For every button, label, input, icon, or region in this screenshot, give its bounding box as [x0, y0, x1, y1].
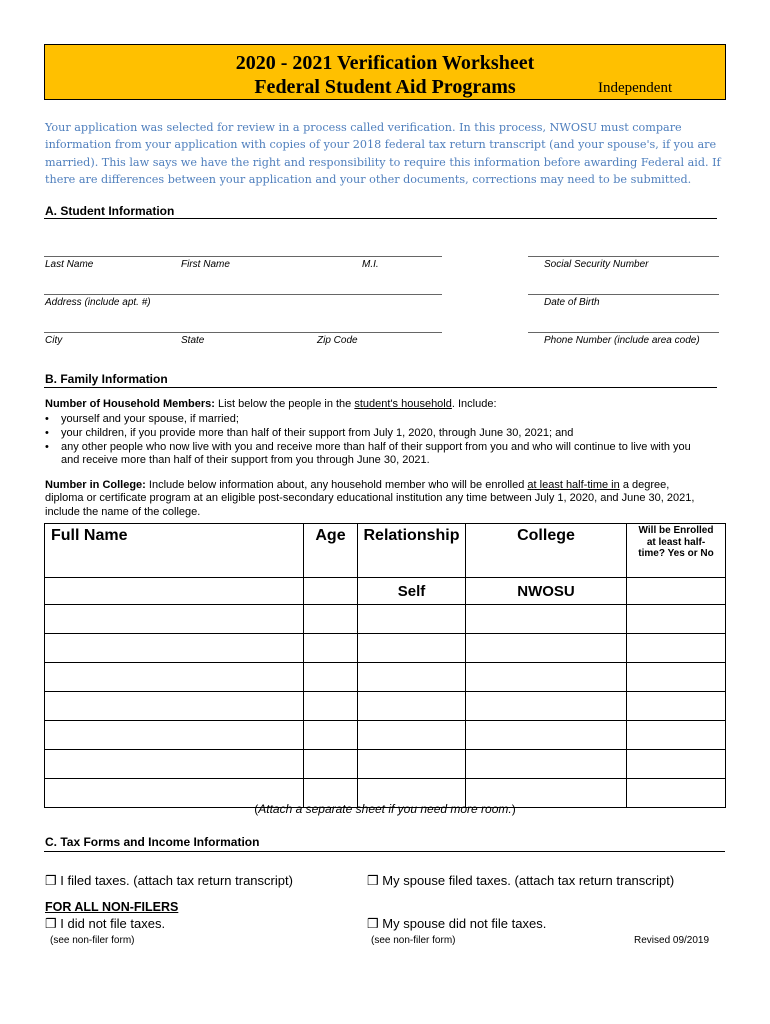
- household-intro: [45, 397, 497, 412]
- address-label: Address (include apt. #): [45, 297, 151, 308]
- bullet-marker: •: [45, 413, 49, 425]
- col-relationship: Relationship: [358, 524, 466, 578]
- see-form-text: see non-filer form: [53, 935, 132, 946]
- address-line[interactable]: [44, 294, 442, 295]
- cell-relationship[interactable]: [358, 692, 466, 721]
- filed-taxes-label: I filed taxes. (attach tax return transcript): [60, 873, 293, 888]
- spouse-filed-option[interactable]: [367, 873, 674, 889]
- cell-relationship[interactable]: [358, 750, 466, 779]
- cell-age[interactable]: [304, 634, 358, 663]
- college-line3: include the name of the college.: [45, 506, 201, 518]
- college-text-end: a degree,: [622, 479, 670, 491]
- cell-enrolled[interactable]: [627, 750, 726, 779]
- spouse-not-filed-option[interactable]: [367, 916, 546, 932]
- cell-college[interactable]: [466, 721, 627, 750]
- attach-note-open: (: [254, 802, 259, 816]
- table-row: [45, 578, 726, 605]
- section-a-rule: [44, 218, 717, 219]
- cell-enrolled[interactable]: [627, 578, 726, 605]
- cell-age[interactable]: [304, 692, 358, 721]
- status-tag: Independent: [598, 80, 673, 96]
- worksheet-subtitle: Federal Student Aid Programs: [254, 76, 516, 98]
- cell-name[interactable]: [45, 634, 304, 663]
- cell-name[interactable]: [45, 663, 304, 692]
- cell-name[interactable]: [45, 750, 304, 779]
- bullet-item: your children, if you provide more than half of their support from July 1, 2020, through June 30, 2021; and: [61, 427, 574, 439]
- col-enrolled: Will be Enrolled at least half-time? Yes or No: [627, 524, 726, 578]
- cell-age[interactable]: [304, 605, 358, 634]
- see-form-close: ): [452, 935, 456, 946]
- section-a-heading: A. Student Information: [45, 204, 175, 218]
- cell-name[interactable]: [45, 692, 304, 721]
- table-row: [45, 663, 726, 692]
- college-line2: diploma or certificate program at an eligible post-secondary educational institution any time between July 1, 2020, and June 30, 2021,: [45, 492, 695, 504]
- dob-line[interactable]: [528, 294, 719, 295]
- not-filed-option[interactable]: [45, 916, 165, 932]
- table-row: [45, 605, 726, 634]
- see-form-open: (: [50, 935, 54, 946]
- cell-relationship[interactable]: [358, 605, 466, 634]
- household-label: Number of Household Members:: [45, 398, 215, 410]
- bullet-marker: •: [45, 427, 49, 439]
- cell-college[interactable]: [466, 750, 627, 779]
- not-filed-label: I did not file taxes.: [60, 916, 166, 931]
- mi-label: M.I.: [362, 259, 379, 270]
- phone-line[interactable]: [528, 332, 719, 333]
- cell-enrolled[interactable]: [627, 605, 726, 634]
- col-age: Age: [304, 524, 358, 578]
- intro-paragraph: Your application was selected for review in a process called verification. In this process, NWOSU must compare information from your application with copies of your 2018 federal tax return transcript (and your spouse's, if you are married). This law says we have the right and responsibility to require this information before awarding Federal aid. If there are differences between your application and your other documents, corrections may need to be submitted.: [45, 121, 721, 186]
- cell-name[interactable]: [45, 721, 304, 750]
- college-text: Include below information about, any household member who will be enrolled: [148, 479, 525, 491]
- ssn-label: Social Security Number: [544, 259, 649, 270]
- cell-age[interactable]: [304, 721, 358, 750]
- bullet-item: yourself and your spouse, if married;: [61, 413, 239, 425]
- cell-enrolled[interactable]: [627, 634, 726, 663]
- bullet-item-continued: and receive more than half of their support from you through June 30, 2021.: [61, 454, 430, 466]
- cell-name[interactable]: [45, 578, 304, 605]
- last-name-label: Last Name: [45, 259, 94, 270]
- table-row: [45, 692, 726, 721]
- spouse-filed-label: My spouse filed taxes. (attach tax return transcript): [382, 873, 675, 888]
- see-non-filer-note-spouse: [371, 935, 456, 946]
- first-name-label: First Name: [181, 259, 230, 270]
- checkbox-icon[interactable]: ❒: [367, 873, 379, 888]
- household-text: List below the people in the: [217, 398, 352, 410]
- section-b-heading: B. Family Information: [45, 372, 168, 386]
- see-form-text: see non-filer form: [374, 935, 453, 946]
- worksheet-title: 2020 - 2021 Verification Worksheet: [235, 52, 535, 74]
- section-c-rule: [44, 851, 725, 852]
- col-full-name: Full Name: [45, 524, 304, 578]
- see-form-close: ): [131, 935, 135, 946]
- filed-taxes-option[interactable]: [45, 873, 293, 889]
- see-non-filer-note: [50, 935, 135, 946]
- cell-enrolled[interactable]: [627, 663, 726, 692]
- cell-relationship[interactable]: [358, 634, 466, 663]
- phone-label: Phone Number (include area code): [544, 335, 700, 346]
- cell-enrolled[interactable]: [627, 721, 726, 750]
- zip-label: Zip Code: [317, 335, 358, 346]
- table-row: [45, 750, 726, 779]
- non-filers-heading: FOR ALL NON-FILERS: [45, 900, 179, 914]
- cell-relationship: Self: [358, 578, 466, 605]
- cell-name[interactable]: [45, 605, 304, 634]
- section-c-heading: C. Tax Forms and Income Information: [45, 835, 260, 849]
- cell-age[interactable]: [304, 750, 358, 779]
- cell-relationship[interactable]: [358, 721, 466, 750]
- college-label: Number in College:: [45, 479, 146, 491]
- attach-note-text: Attach a separate sheet if you need more room.: [258, 802, 512, 816]
- see-form-open: (: [371, 935, 375, 946]
- checkbox-icon[interactable]: ❒: [45, 873, 57, 888]
- attach-note-close: ): [511, 802, 516, 816]
- bullet-item: any other people who now live with you and receive more than half of their support from you and who will continue to live with you: [61, 441, 691, 453]
- spouse-not-filed-label: My spouse did not file taxes.: [382, 916, 547, 931]
- cell-age[interactable]: [304, 578, 358, 605]
- table-row: [45, 634, 726, 663]
- dob-label: Date of Birth: [544, 297, 600, 308]
- cell-college[interactable]: [466, 605, 627, 634]
- cell-relationship[interactable]: [358, 663, 466, 692]
- cell-enrolled[interactable]: [627, 692, 726, 721]
- household-end: . Include:: [451, 398, 497, 410]
- cell-age[interactable]: [304, 663, 358, 692]
- table-header-row: [45, 524, 726, 578]
- cell-college[interactable]: [466, 663, 627, 692]
- revised-date: Revised 09/2019: [634, 935, 710, 946]
- checkbox-icon[interactable]: ❒: [367, 916, 379, 931]
- state-label: State: [181, 335, 205, 346]
- household-underlined: student's household: [354, 398, 452, 410]
- cell-college[interactable]: [466, 692, 627, 721]
- cell-college: NWOSU: [466, 578, 627, 605]
- col-college: College: [466, 524, 627, 578]
- ssn-line[interactable]: [528, 256, 719, 257]
- name-line[interactable]: [44, 256, 442, 257]
- attach-note: [0, 802, 770, 816]
- section-b-rule: [44, 387, 717, 388]
- bullet-marker: •: [45, 441, 49, 453]
- household-table: [44, 523, 726, 808]
- college-underlined: at least half-time in: [527, 479, 620, 491]
- cell-college[interactable]: [466, 634, 627, 663]
- header-banner: [44, 44, 726, 100]
- city-label: City: [45, 335, 63, 346]
- table-row: [45, 721, 726, 750]
- checkbox-icon[interactable]: ❒: [45, 916, 57, 931]
- city-state-zip-line[interactable]: [44, 332, 442, 333]
